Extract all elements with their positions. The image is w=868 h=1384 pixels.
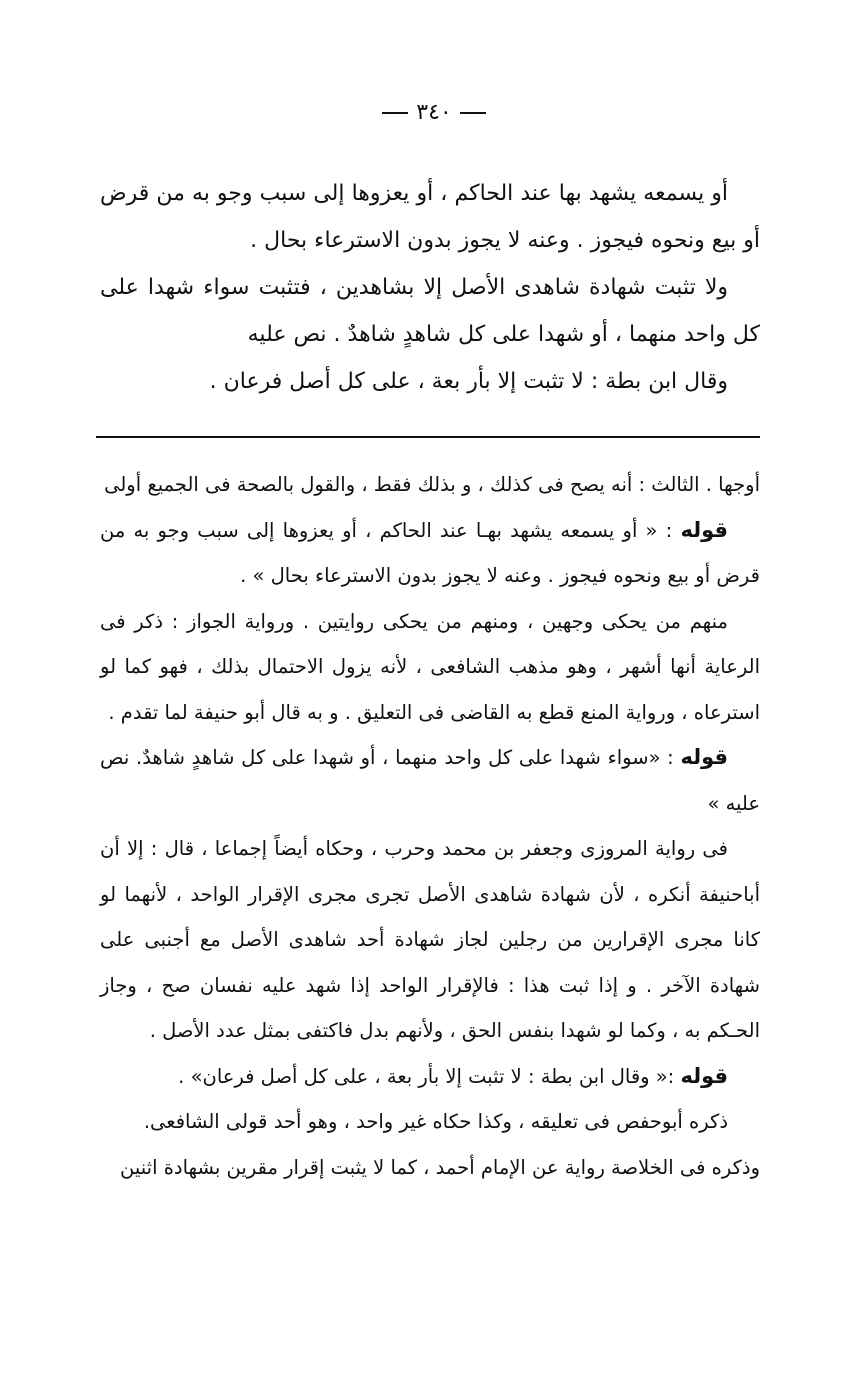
main-paragraph-1: أو يسمعه يشهد بها عند الحاكم ، أو يعزوها إلى سبب وجو به من قرض أو بيع ونحوه فيجوز . وعنه لا يجوز بدون الاسترعاء بحال . <box>100 181 760 253</box>
commentary-quote: :« وقال ابن بطة : لا تثبت إلا بأر بعة ، على كل أصل فرعان» . <box>178 1064 681 1088</box>
main-text <box>100 170 760 405</box>
commentary-keyword: قوله <box>680 517 728 542</box>
page-number-text: ٣٤٠ <box>416 100 452 125</box>
commentary-paragraph-8: وذكره فى الخلاصة رواية عن الإمام أحمد ، كما لا يثبت إقرار مقرين بشهادة اثنين <box>120 1155 760 1179</box>
commentary-paragraph-6 <box>100 1054 760 1100</box>
commentary-paragraph-2 <box>100 508 760 599</box>
commentary-quote: : « أو يسمعه يشهد بهـا عند الحاكم ، أو يعزوها إلى سبب وجو به من قرض أو بيع ونحوه فيجوز . وعنه لا يجوز بدون الاسترعاء بحال » . <box>100 518 760 587</box>
commentary-paragraph-5: فى رواية المروزى وجعفر بن محمد وحرب ، وحكاه أيضاً إجماعا ، قال : إلا أن أباحنيفة أنكره ، لأن شهادة شاهدى الأصل تجرى مجرى الإقرار الواحد ، لأنهما لو كانا مجرى الإقرارين من رجلين لجاز شهادة أحد شاهدى الأصل مع أجنبى على شهادة الآخر . و إذا ثبت هذا : فالإقرار الواحد إذا شهد عليه نفسان صح ، وجاز الحـكم به ، وكما لو شهدا بنفس الحق ، ولأنهم بدل فاكتفى بمثل عدد الأصل . <box>100 837 760 1042</box>
main-paragraph-2: ولا تثبت شهادة شاهدى الأصل إلا بشاهدين ، فتثبت سواء شهدا على كل واحد منهما ، أو شهدا على كل شاهدٍ شاهدٌ . نص عليه <box>100 275 760 347</box>
separator-rule <box>96 436 760 438</box>
commentary-paragraph-7: ذكره أبوحفص فى تعليقه ، وكذا حكاه غير واحد ، وهو أحد قولى الشافعى. <box>143 1110 728 1133</box>
page-number <box>0 100 868 125</box>
page-number-dash-left <box>382 112 408 114</box>
commentary-quote: : «سواء شهدا على كل واحد منهما ، أو شهدا على كل شاهدٍ شاهدٌ. نص عليه » <box>100 746 760 815</box>
main-paragraph-3: وقال ابن بطة : لا تثبت إلا بأر بعة ، على كل أصل فرعان . <box>209 369 728 394</box>
commentary-keyword: قوله <box>680 745 728 769</box>
page-number-dash-right <box>460 112 486 114</box>
commentary-paragraph-4 <box>100 735 760 826</box>
commentary-paragraph-1: أوجها . الثالث : أنه يصح فى كذلك ، و بذلك فقط ، والقول بالصحة فى الجميع أولى <box>104 473 760 496</box>
commentary-paragraph-3: منهم من يحكى وجهين ، ومنهم من يحكى روايتين . ورواية الجواز : ذكر فى الرعاية أنها أشهر ، وهو مذهب الشافعى ، لأنه يزول الاحتمال بذلك ، فهو كما لو استرعاه ، ورواية المنع قطع به القاضى فى التعليق . و به قال أبو حنيفة لما تقدم . <box>100 609 760 724</box>
commentary-keyword: قوله <box>680 1063 728 1088</box>
commentary-text <box>100 462 760 1190</box>
